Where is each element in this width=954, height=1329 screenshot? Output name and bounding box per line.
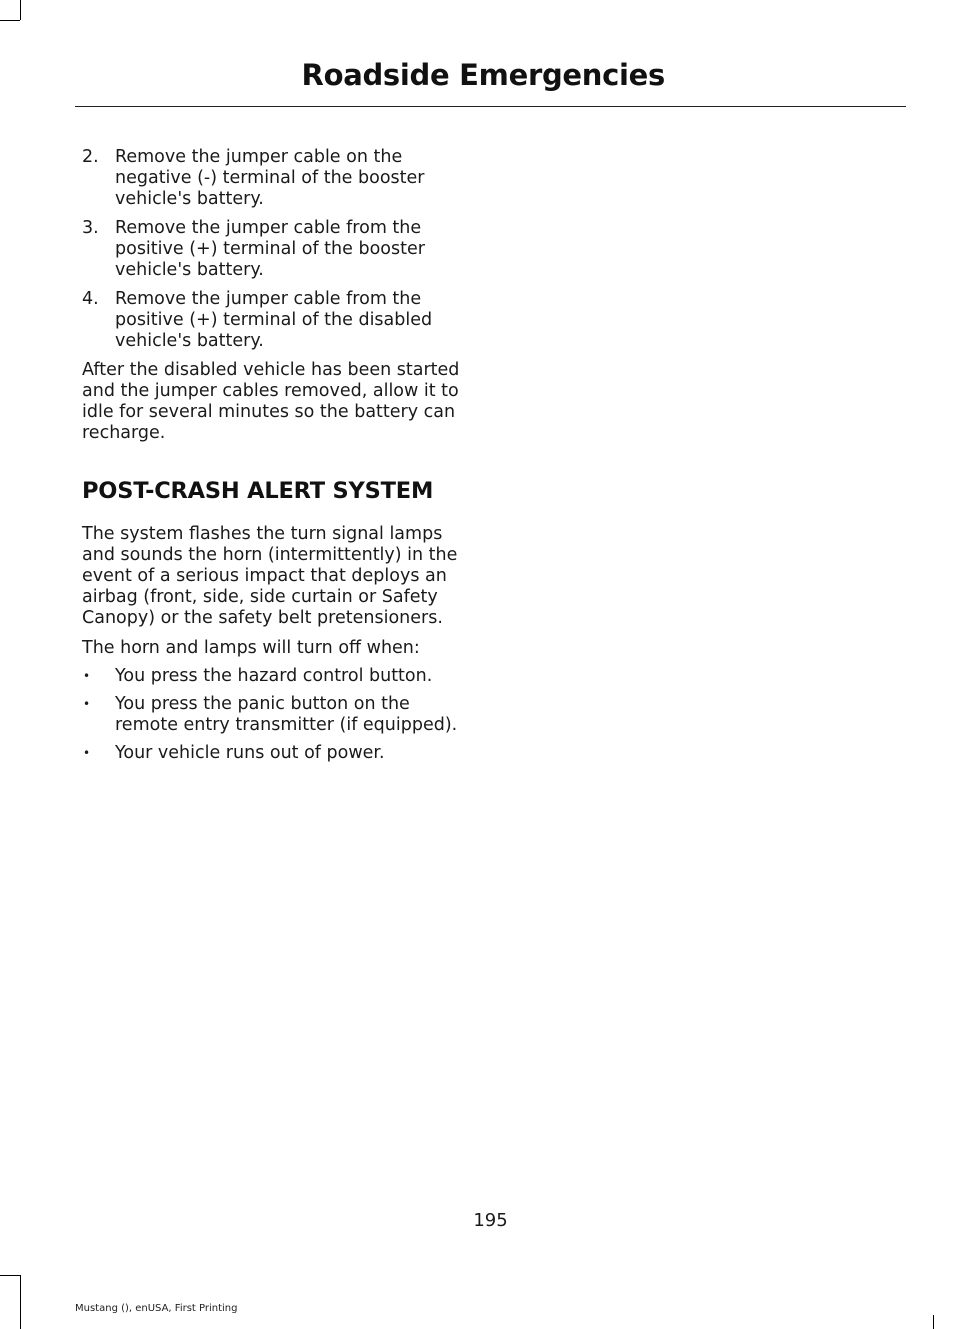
step-number: 3. <box>82 218 99 238</box>
page-title: Roadside Emergencies <box>301 58 665 92</box>
crop-mark <box>933 1315 934 1329</box>
crop-mark <box>20 0 21 20</box>
crop-mark <box>20 1275 21 1329</box>
bullet-icon: • <box>83 697 91 711</box>
section-heading: POST-CRASH ALERT SYSTEM <box>82 478 434 504</box>
section-intro: The system flashes the turn signal lamps and sounds the horn (intermittently) in the event of a serious impact that deploys an airbag (front, side, side curtain or Safety Canopy) or the safety belt pretensioners. <box>82 524 458 628</box>
bullet-text: Your vehicle runs out of power. <box>115 743 385 763</box>
steps-list <box>82 147 474 352</box>
step-number: 4. <box>82 289 99 309</box>
footer-text: Mustang (), enUSA, First Printing <box>75 1303 238 1314</box>
crop-mark <box>0 1275 20 1276</box>
step-text: Remove the jumper cable on the negative (-) terminal of the booster vehicle's battery. <box>115 147 425 209</box>
bullet-text: You press the panic button on the remote entry transmitter (if equipped). <box>115 694 458 735</box>
list-item <box>82 147 474 210</box>
list-item <box>82 218 474 281</box>
page-number: 195 <box>473 1210 508 1231</box>
list-item <box>82 666 474 687</box>
bullet-text: You press the hazard control button. <box>115 666 433 686</box>
header-divider <box>75 106 906 107</box>
after-note: After the disabled vehicle has been started and the jumper cables removed, allow it to idle for several minutes so the battery can recharge. <box>82 360 460 443</box>
step-text: Remove the jumper cable from the positive (+) terminal of the disabled vehicle's battery. <box>115 289 433 351</box>
list-item <box>82 743 474 764</box>
main-column <box>82 147 474 771</box>
bullet-icon: • <box>83 746 91 760</box>
list-item <box>82 289 474 352</box>
crop-mark <box>0 20 20 21</box>
section-lead: The horn and lamps will turn off when: <box>82 638 420 658</box>
step-number: 2. <box>82 147 99 167</box>
bullet-list <box>82 666 474 764</box>
list-item <box>82 694 474 736</box>
bullet-icon: • <box>83 669 91 683</box>
step-text: Remove the jumper cable from the positive (+) terminal of the booster vehicle's battery. <box>115 218 425 280</box>
